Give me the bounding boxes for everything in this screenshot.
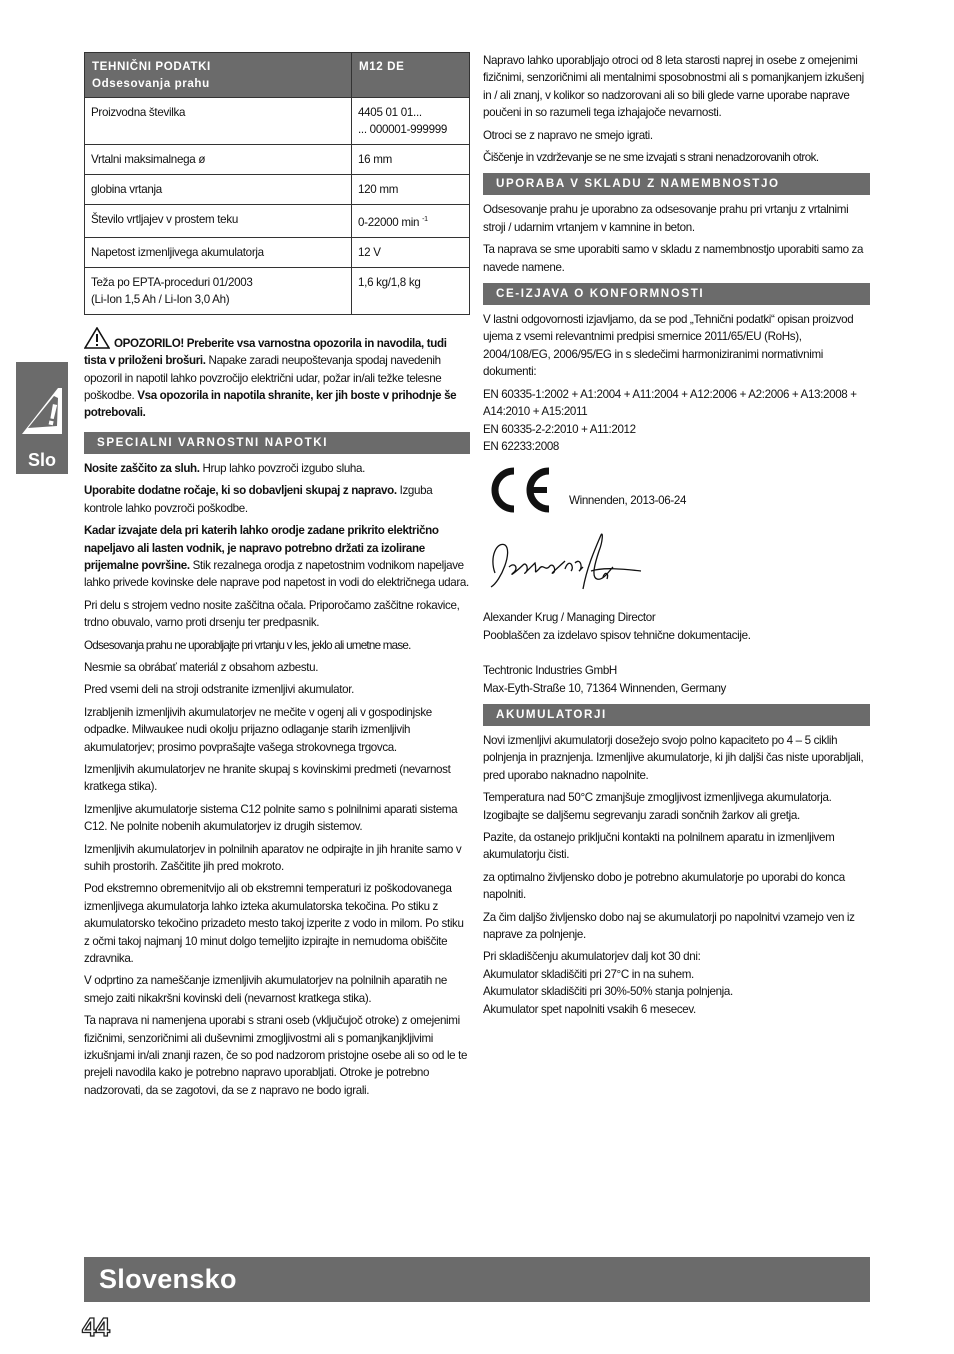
language-side-tab [16,362,68,474]
warning-bold-text-2: Vsa opozorila in napotila shranite, ker jih boste v prihodnje še potrebovali. [84,389,457,420]
storage-line: Akumulator skladiščiti pri 27°C in na suhem. [483,967,694,981]
table-header-model: M12 DE [352,53,470,98]
section-header-ce: CE-IZJAVA O KONFORMNOSTI [483,283,870,305]
text: Stik rezalnega orodja z napetostnim vodnikom napeljave lahko privede kovinske dele naprave pod napetost in vodi do električnega udara. [84,558,469,590]
paragraph: Napravo lahko uporabljajo otroci od 8 leta starosti naprej in osebe z omejenimi fizičnimi, senzoričnimi ali mentalnimi sposobnostmi ali s pomanjkanjem izkušenj in / ali znanj, v kolikor so nadzorovani ali so bili glede varne uporabe naprave poučeni in so razumeli tega izhajajoče nevarnosti. [483,54,864,120]
table-header-left [85,53,352,98]
signer-name: Alexander Krug / Managing Director [483,611,656,625]
declaration-date: Winnenden, 2013-06-24 [569,494,687,508]
company-address: Max-Eyth-Straße 10, 71364 Winnenden, Germany [483,681,727,695]
paragraph: Čiščenje in vzdrževanje se ne sme izvajati s strani nenadzorovanih otrok. [483,151,819,165]
table-cell-value: 12 V [352,237,470,267]
signer-role: Pooblaščen za izdelavo spisov tehnične dokumentacije. [483,628,751,642]
paragraph [483,948,870,1018]
standard-line: EN 60335-1:2002 + A1:2004 + A11:2004 + A12:2006 + A2:2006 + A13:2008 + A14:2010 + A15:2011 [483,387,857,419]
table-cell-label: Proizvodna številka [85,98,352,145]
standard-line: EN 60335-2-2:2010 + A11:2012 [483,422,636,436]
table-row [85,98,470,145]
table-row [85,145,470,175]
standards-list [483,386,870,456]
paragraph [483,662,870,697]
section-header-akumulatorji: AKUMULATORJI [483,704,870,726]
ce-mark-icon [487,467,553,513]
paragraph: V odprtino za nameščanje izmenljivih akumulatorjev na polnilnih aparatih ne smejo zaiti nikakršni kovinski deli (nevarnost kratkega stika). [84,974,448,1005]
svg-text:!: ! [44,398,62,433]
standard-line: EN 62233:2008 [483,439,560,453]
paragraph: Ta naprava se sme uporabiti samo v skladu z namembnostjo uporabiti samo za navede namene. [483,243,864,274]
text: Hrup lahko povzroči izgubo sluha. [199,461,365,475]
right-column [483,52,870,1023]
table-row [85,237,470,267]
company-name: Techtronic Industries GmbH [483,664,617,678]
paragraph: Izrabljenih izmenljivih akumulatorjev ne mečite v ogenj ali v gospodinjske odpadke. Milwaukee nudi okolju prijazno odlaganje starih izmenljivih akumulatorjev; prosimo povprašajte vašega strokovnega trgovca. [84,705,432,754]
table-cell-label: Napetost izmenljivega akumulatorja [85,237,352,267]
table-row [85,205,470,238]
paragraph: V lastni odgovornosti izjavljamo, da se pod „Tehnični podatki“ opisan proizvod ujema z vsemi relevantnimi predpisi smernice 2011/65/EU (RoHs), 2004/108/EG, 2006/95/EG in s sledečimi harmoniziranimi normativnimi dokumenti: [483,313,854,379]
table-cell-label: Vrtalni maksimalnega ø [85,145,352,175]
value-superscript: -1 [422,216,428,223]
table-cell-value [352,98,470,145]
warning-icon [84,327,110,349]
page-number: 44 [82,1312,109,1342]
bold-text: Nosite zaščito za sluh. [84,461,200,475]
table-cell-value: 1,6 kg/1,8 kg [352,267,470,314]
paragraph: Izmenljive akumulatorje sistema C12 polnite samo s polnilnimi aparati sistema C12. Ne polnite nobenih akumulatorjev iz drugih sistemov. [84,802,458,834]
table-header-subtitle: Odsesovanja prahu [92,77,210,90]
paragraph [84,482,470,517]
paragraph [84,522,470,592]
paragraph: Odsesovanja prahu ne uporabljajte pri vrtanju v les, jeklo ali umetne mase. [84,638,411,652]
paragraph: Izmenljivih akumulatorjev in polnilnih aparatov ne odpirajte in jih hranite samo v suhih prostorih. Zaščitite jih pred mokroto. [84,842,462,874]
paragraph: Izmenljivih akumulatorjev ne hranite skupaj s kovinskimi predmeti (nevarnost kratkega stika). [84,762,451,794]
paragraph: Ta naprava ni namenjena uporabi s strani oseb (vključujoč otroke) z omejenimi fizičnimi, senzoričnimi ali duševnimi zmogljivostmi ali s pomanjkanjkljivimi izkušnjami in/ali znanji razen, če so pod nadzorom pristojne osebe ali so od le te prejeli navodila kako je potrebno napravo uporabljati. Otroke je potrebno nadzorovati, da se zagotovi, da se z napravo ne bodo igrali. [84,1014,468,1097]
warning-text: Napake zaradi neupoštevanja spodaj navedenih opozoril in napotil lahko povzročijo električni udar, požar in/ali težke telesne poškodbe. [84,354,442,403]
paragraph: Temperatura nad 50°C zmanjšuje zmogljivost izmenljivega akumulatorja. Izogibajte se daljšemu segrevanju zaradi sončnih žarkov ali gretja. [483,791,832,822]
label-line: (Li-Ion 1,5 Ah / Li-Ion 3,0 Ah) [91,292,230,306]
table-cell-label: globina vrtanja [85,175,352,205]
paragraph: Pazite, da ostanejo priključni kontakti na polnilnem aparatu in izmenljivem akumulatorju čisti. [483,830,835,862]
bold-text: Kadar izvajate dela pri katerih lahko orodje zadane prikrito električno napeljavo ali lasten vodnik, je napravo potrebno držati za izolirane prijemalne površine. [84,524,439,572]
text: Izguba kontrole lahko povzroči poškodbe. [84,484,433,515]
section-header-specialni: SPECIALNI VARNOSTNI NAPOTKI [84,432,470,454]
warning-block [84,327,470,422]
paragraph [84,460,470,477]
table-row [85,267,470,314]
signature [483,527,870,607]
table-row [85,175,470,205]
value-line: 4405 01 01... [358,106,422,119]
paragraph: Pod ekstremno obremenitvijo ali ob ekstremni temperaturi iz poškodovanega izmenljivega akumulatorja lahko izteka akumulatorska tekočina. Po stiku z akumulatorsko tekočino prizadeto mesto takoj izperite z vodo in milom. Po stiku z očmi takoj najmanj 10 minut dolgo temeljito izpirajte in nemudoma obiščite zdravnika. [84,882,464,966]
language-footer-bar: Slovensko [84,1257,870,1302]
paragraph: za optimalno življensko dobo je potrebno akumulatorje po uporabi do konca napolniti. [483,870,845,902]
ce-mark-row [483,467,870,523]
table-cell-value [352,205,470,238]
paragraph: Za čim daljšo življensko dobo naj se akumulatorji po napolnitvi vzamejo ven iz naprave za polnjenje. [483,910,855,941]
table-cell-value: 120 mm [352,175,470,205]
table-cell-value: 16 mm [352,145,470,175]
table-cell-label [85,267,352,314]
bold-text: Uporabite dodatne ročaje, ki so dobavljeni skupaj z napravo. [84,484,397,498]
signature-image [483,527,653,607]
storage-line: Akumulator spet napolniti vsakih 6 mesecev. [483,1002,696,1016]
paragraph: Pred vsemi deli na stroji odstranite izmenljivi akumulator. [84,683,354,697]
technical-data-table [84,52,470,315]
value-line: ... 000001-999999 [358,123,448,136]
paragraph: Otroci se z napravo ne smejo igrati. [483,128,653,142]
table-header-title: TEHNIČNI PODATKI [92,60,211,73]
section-header-uporaba: UPORABA V SKLADU Z NAMEMBNOSTJO [483,173,870,195]
paragraph: Pri delu s strojem vedno nosite zaščitna očala. Priporočamo zaščitne rokavice, trdno obuvalo, varno proti drsenju ter predpasnik. [84,598,460,630]
paragraph: Nesmie sa obrábať materiál z obsahom azbestu. [84,660,319,674]
side-tab-label: Slo [27,450,56,470]
left-column [84,52,470,1104]
label-line: Teža po EPTA-proceduri 01/2003 [91,275,253,289]
table-header-row [85,53,470,98]
storage-line: Pri skladiščenju akumulatorjev dalj kot 30 dni: [483,950,701,964]
paragraph [483,609,870,644]
warning-triangle-icon [20,384,64,436]
storage-line: Akumulator skladiščiti pri 30%-50% stanja polnjenja. [483,985,733,999]
paragraph: Odsesovanje prahu je uporabno za odsesovanje prahu pri vrtanju z vrtalnimi stroji / udarnim vrtanjem v kamnine in beton. [483,203,849,234]
warning-bold-text: OPOZORILO! Preberite vsa varnostna opozorila in navodila, tudi tista v priloženi brošuri. [84,336,447,368]
value-text: 0-22000 min [358,215,420,229]
paragraph: Novi izmenljivi akumulatorji dosežejo svojo polno kapaciteto po 4 – 5 ciklih polnjenja in praznjenja. Izmenljive akumulatorje, ki jih daljši čas niste uporabljali, pred uporabo naknadno napolnite. [483,733,864,782]
table-cell-label: Število vrtljajev v prostem teku [85,205,352,238]
